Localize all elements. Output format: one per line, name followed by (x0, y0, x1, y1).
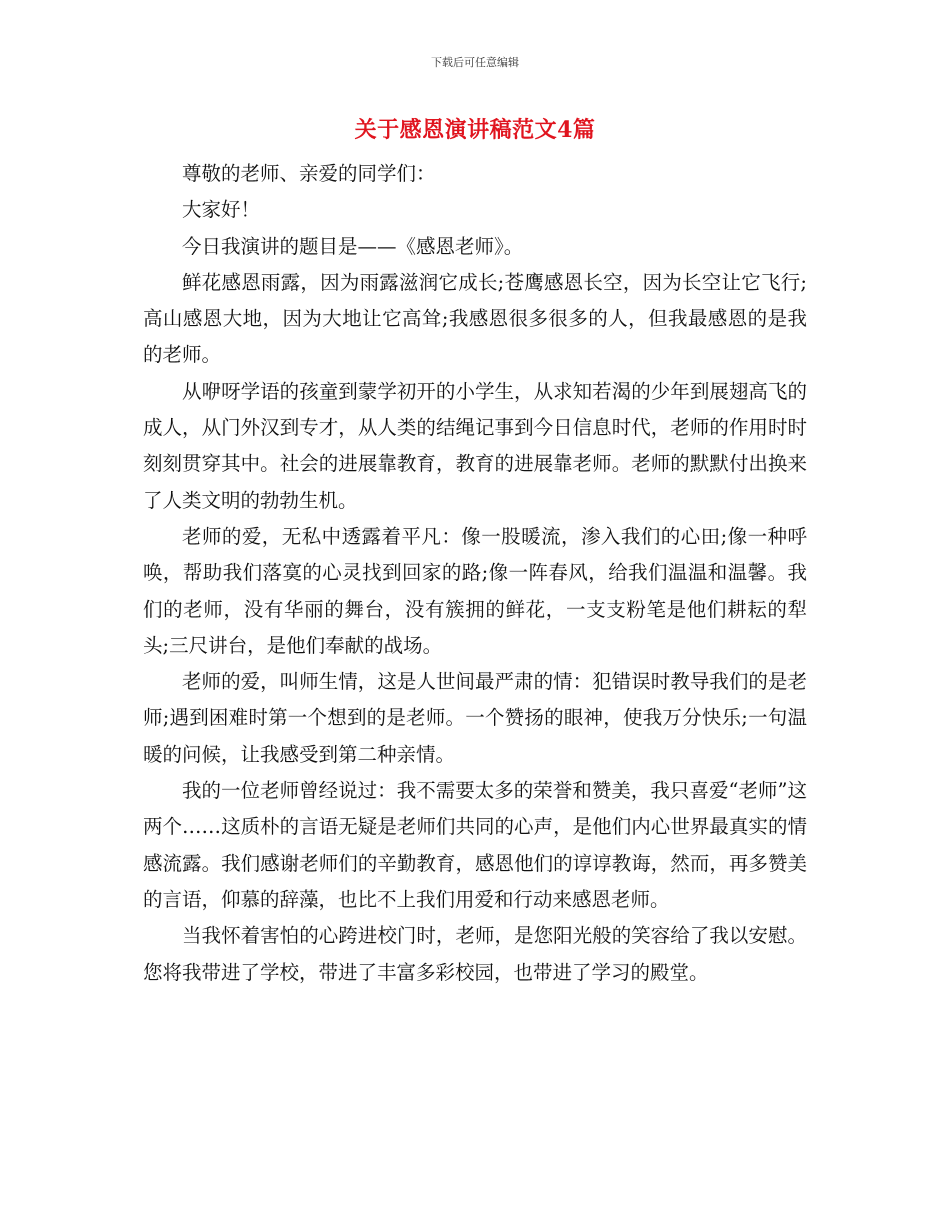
paragraph: 鲜花感恩雨露，因为雨露滋润它成长;苍鹰感恩长空，因为长空让它飞行;高山感恩大地，因为大地让它高耸;我感恩很多很多的人，但我最感恩的是我的老师。 (143, 270, 807, 367)
paragraph: 我的一位老师曾经说过：我不需要太多的荣誉和赞美，我只喜爱“老师”这两个……这质朴的言语无疑是老师们共同的心声，是他们内心世界最真实的情感流露。我们感谢老师们的辛勤教育，感恩他们的谆谆教诲，然而，再多赞美的言语，仰慕的辞藻，也比不上我们用爱和行动来感恩老师。 (143, 779, 807, 911)
paragraph: 大家好！ (182, 198, 261, 222)
paragraph: 今日我演讲的题目是——《感恩老师》。 (182, 234, 524, 258)
document-body (143, 156, 807, 991)
header-note: 下载后可任意编辑 (431, 56, 519, 69)
paragraph: 老师的爱，叫师生情，这是人世间最严肃的情：犯错误时教导我们的是老师;遇到困难时第一个想到的是老师。一个赞扬的眼神，使我万分快乐;一句温暖的问候，让我感受到第二种亲情。 (143, 670, 807, 766)
document-title: 关于感恩演讲稿范文4篇 (354, 117, 596, 143)
paragraph: 尊敬的老师、亲爱的同学们： (182, 162, 436, 185)
paragraph: 当我怀着害怕的心跨进校门时，老师，是您阳光般的笑容给了我以安慰。您将我带进了学校，带进了丰富多彩校园，也带进了学习的殿堂。 (143, 924, 807, 984)
paragraph: 从咿呀学语的孩童到蒙学初开的小学生，从求知若渴的少年到展翅高飞的成人，从门外汉到专才，从人类的结绳记事到今日信息时代，老师的作用时时刻刻贯穿其中。社会的进展靠教育，教育的进展靠老师。老师的默默付出换来了人类文明的勃勃生机。 (143, 379, 807, 512)
paragraph: 老师的爱，无私中透露着平凡：像一股暖流，渗入我们的心田;像一种呼唤，帮助我们落寞的心灵找到回家的路;像一阵春风，给我们温温和温馨。我们的老师，没有华丽的舞台，没有簇拥的鲜花，一支支粉笔是他们耕耘的犁头;三尺讲台，是他们奉献的战场。 (143, 524, 807, 657)
